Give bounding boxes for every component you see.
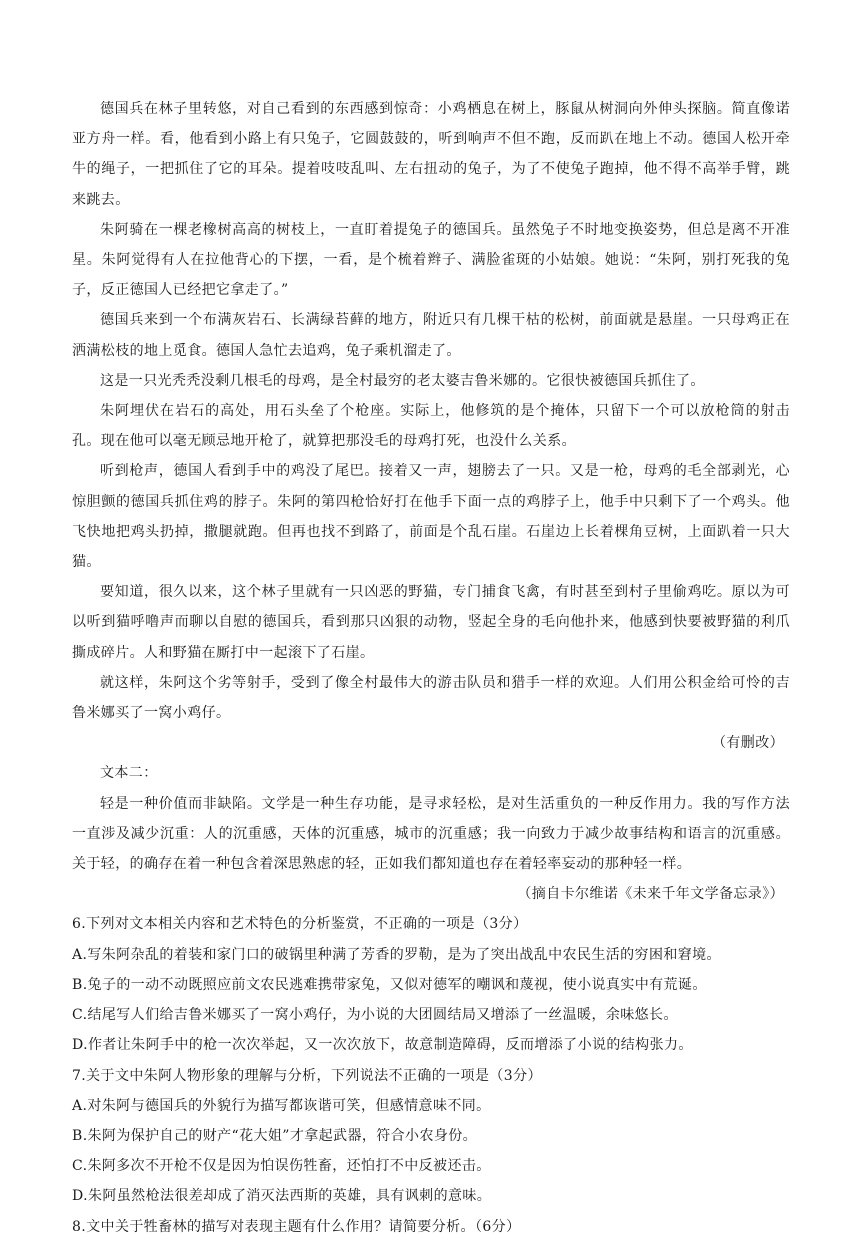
question-6-option-a: A.写朱阿杂乱的着装和家门口的破锅里种满了芳香的罗勒，是为了突出战乱中农民生活的穷困和窘境。 — [72, 946, 721, 963]
question-6-option-c: C.结尾写人们给吉鲁米娜买了一窝小鸡仔，为小说的大团圆结局又增添了一丝温暖，余味悠长。 — [72, 1007, 678, 1024]
text1-paragraph-5: 朱阿埋伏在岩石的高处，用石头垒了个枪座。实际上，他修筑的是个掩体，只留下一个可以放枪筒的射击孔。现在他可以毫无顾忌地开枪了，就算把那没毛的母鸡打死，也没什么关系。 — [72, 403, 790, 450]
question-6-option-b: B.兔子的一动不动既照应前文农民逃难携带家兔，又似对德军的嘲讽和蔑视，使小说真实中有荒诞。 — [72, 976, 707, 993]
text2-heading: 文本二： — [100, 765, 158, 782]
question-6-stem: 6.下列对文本相关内容和艺术特色的分析鉴赏，不正确的一项是（3分） — [72, 916, 528, 933]
question-7-option-c: C.朱阿多次不开枪不仅是因为怕误伤牲畜，还怕打不中反被还击。 — [72, 1158, 491, 1175]
text1-paragraph-2: 朱阿骑在一棵老橡树高高的树枝上，一直盯着提兔子的德国兵。虽然兔子不时地变换姿势，但总是离不开准星。朱阿觉得有人在拉他背心的下摆，一看，是个梳着辫子、满脸雀斑的小姑娘。她说：“朱阿，别打死我的兔子，反正德国人已经把它拿走了。” — [72, 221, 790, 299]
question-6-option-d: D.作者让朱阿手中的枪一次次举起，又一次次放下，故意制造障碍，反而增添了小说的结构张力。 — [72, 1037, 693, 1054]
document-page — [72, 94, 790, 1242]
text1-paragraph-8: 就这样，朱阿这个劣等射手，受到了像全村最伟大的游击队员和猎手一样的欢迎。人们用公积金给可怜的吉鲁米娜买了一窝小鸡仔。 — [72, 674, 790, 722]
text2-source-note: （摘自卡尔维诺《未来千年文学备忘录》） — [517, 886, 784, 903]
text1-paragraph-6: 听到枪声，德国人看到手中的鸡没了尾巴。接着又一声，翅膀去了一只。又是一枪，母鸡的毛全部剥光，心惊胆颤的德国兵抓住鸡的脖子。朱阿的第四枪恰好打在他手下面一点的鸡脖子上，他手中只剩下了一个鸡头。他飞快地把鸡头扔掉，撒腿就跑。但再也找不到路了，前面是个乱石崖。石崖边上长着棵角豆树，上面趴着一只大猫。 — [72, 463, 790, 571]
question-7-option-b: B.朱阿为保护自己的财产“花大姐”才拿起武器，符合小农身份。 — [72, 1127, 478, 1144]
text1-source-note: （有删改） — [712, 735, 784, 752]
question-8-stem: 8.文中关于牲畜林的描写对表现主题有什么作用？请简要分析。（6分） — [72, 1218, 521, 1235]
text1-paragraph-4: 这是一只光秃秃没剩几根毛的母鸡，是全村最穷的老太婆吉鲁米娜的。它很快被德国兵抓住了。 — [100, 372, 705, 389]
text1-paragraph-1: 德国兵在林子里转悠，对自己看到的东西感到惊奇：小鸡栖息在树上，豚鼠从树洞向外伸头探脑。简直像诺亚方舟一样。看，他看到小路上有只兔子，它圆鼓鼓的，听到响声不但不跑，反而趴在地上不动。德国人松开牵牛的绳子，一把抓住了它的耳朵。提着吱吱乱叫、左右扭动的兔子，为了不使兔子跑掉，他不得不高举手臂，跳来跳去。 — [72, 101, 790, 208]
question-7-option-d: D.朱阿虽然枪法很差却成了消灭法西斯的英雄，具有讽刺的意味。 — [72, 1188, 492, 1205]
question-7-option-a: A.对朱阿与德国兵的外貌行为描写都诙谐可笑，但感情意味不同。 — [72, 1097, 491, 1114]
text1-paragraph-3: 德国兵来到一个布满灰岩石、长满绿苔藓的地方，附近只有几棵干枯的松树，前面就是悬崖。一只母鸡正在洒满松枝的地上觅食。德国人急忙去追鸡，兔子乘机溜走了。 — [72, 312, 790, 359]
text1-paragraph-7: 要知道，很久以来，这个林子里就有一只凶恶的野猫，专门捕食飞禽，有时甚至到村子里偷鸡吃。原以为可以听到猫呼噜声而聊以自慰的德国兵，看到那只凶狠的动物，竖起全身的毛向他扑来，他感到快要被野猫的利爪撕成碎片。人和野猫在厮打中一起滚下了石崖。 — [72, 584, 790, 661]
question-7-stem: 7.关于文中朱阿人物形象的理解与分析，下列说法不正确的一项是（3分） — [72, 1067, 542, 1084]
text2-paragraph: 轻是一种价值而非缺陷。文学是一种生存功能，是寻求轻松，是对生活重负的一种反作用力。我的写作方法一直涉及减少沉重：人的沉重感，天体的沉重感，城市的沉重感；我一向致力于减少故事结构和语言的沉重感。关于轻，的确存在着一种包含着深思熟虑的轻，正如我们都知道也存在着轻率妄动的那种轻一样。 — [72, 795, 790, 873]
